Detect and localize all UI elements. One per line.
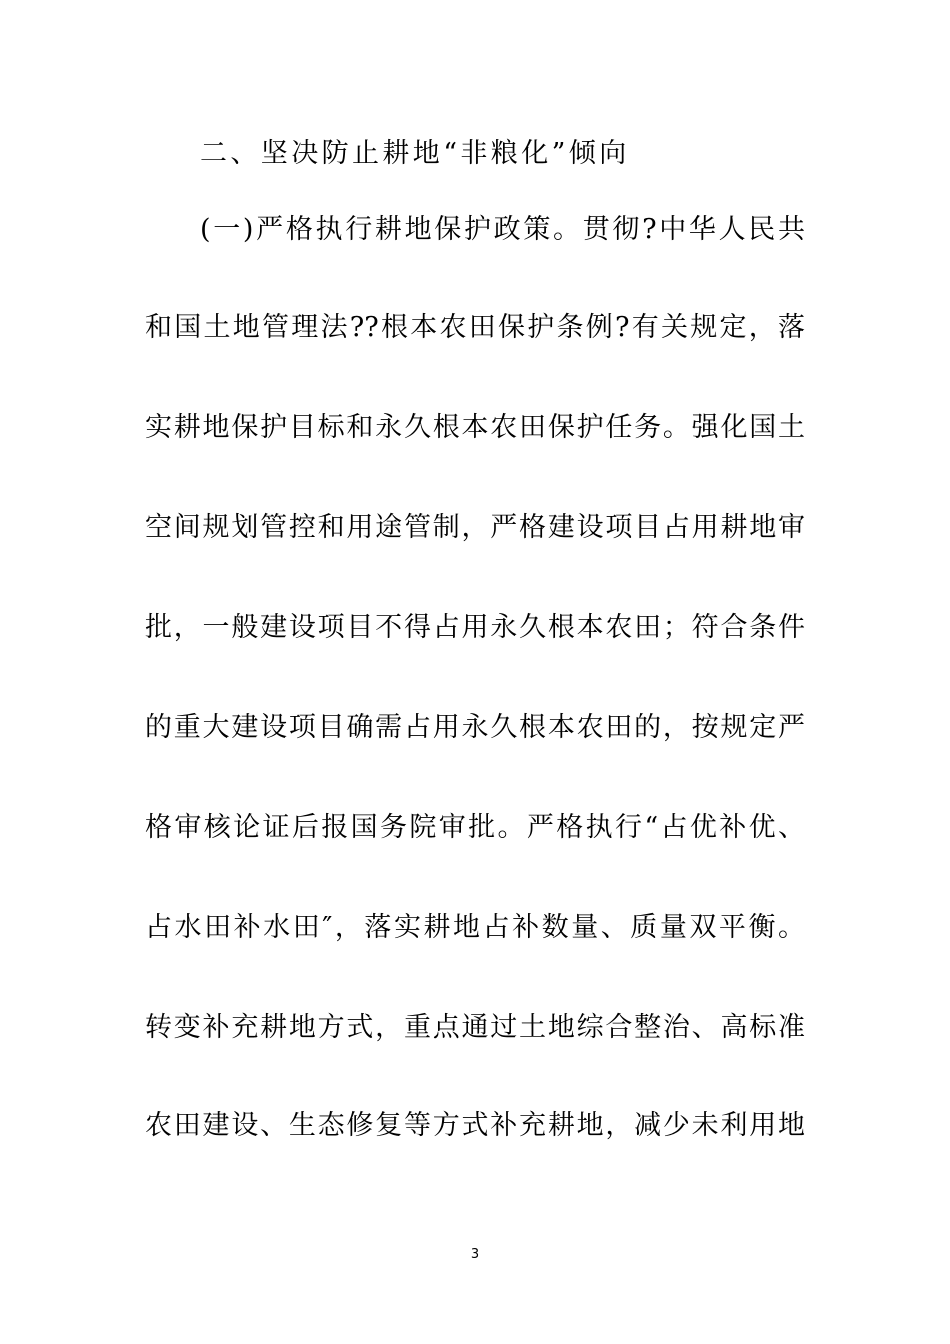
paragraph-line: 批，一般建设项目不得占用永久根本农田；符合条件 [145, 612, 805, 643]
paragraph-line: 格审核论证后报国务院审批。严格执行“占优补优、 [145, 812, 805, 843]
paragraph-line: 空间规划管控和用途管制，严格建设项目占用耕地审 [145, 512, 805, 543]
section-heading: 二、坚决防止耕地“非粮化”倾向 [200, 138, 630, 169]
paragraph-line: 转变补充耕地方式，重点通过土地综合整治、高标准 [145, 1012, 805, 1043]
page-number: 3 [470, 1247, 480, 1262]
paragraph-line: 的重大建设项目确需占用永久根本农田的，按规定严 [145, 712, 805, 743]
paragraph-line: 农田建设、生态修复等方式补充耕地，减少未利用地 [145, 1110, 805, 1141]
paragraph-line: (一)严格执行耕地保护政策。贯彻?中华人民共 [200, 214, 805, 245]
paragraph-line: 占水田补水田″，落实耕地占补数量、质量双平衡。 [145, 912, 805, 943]
paragraph-line: 和国土地管理法??根本农田保护条例?有关规定，落 [145, 312, 805, 343]
paragraph-line: 实耕地保护目标和永久根本农田保护任务。强化国土 [145, 412, 805, 443]
